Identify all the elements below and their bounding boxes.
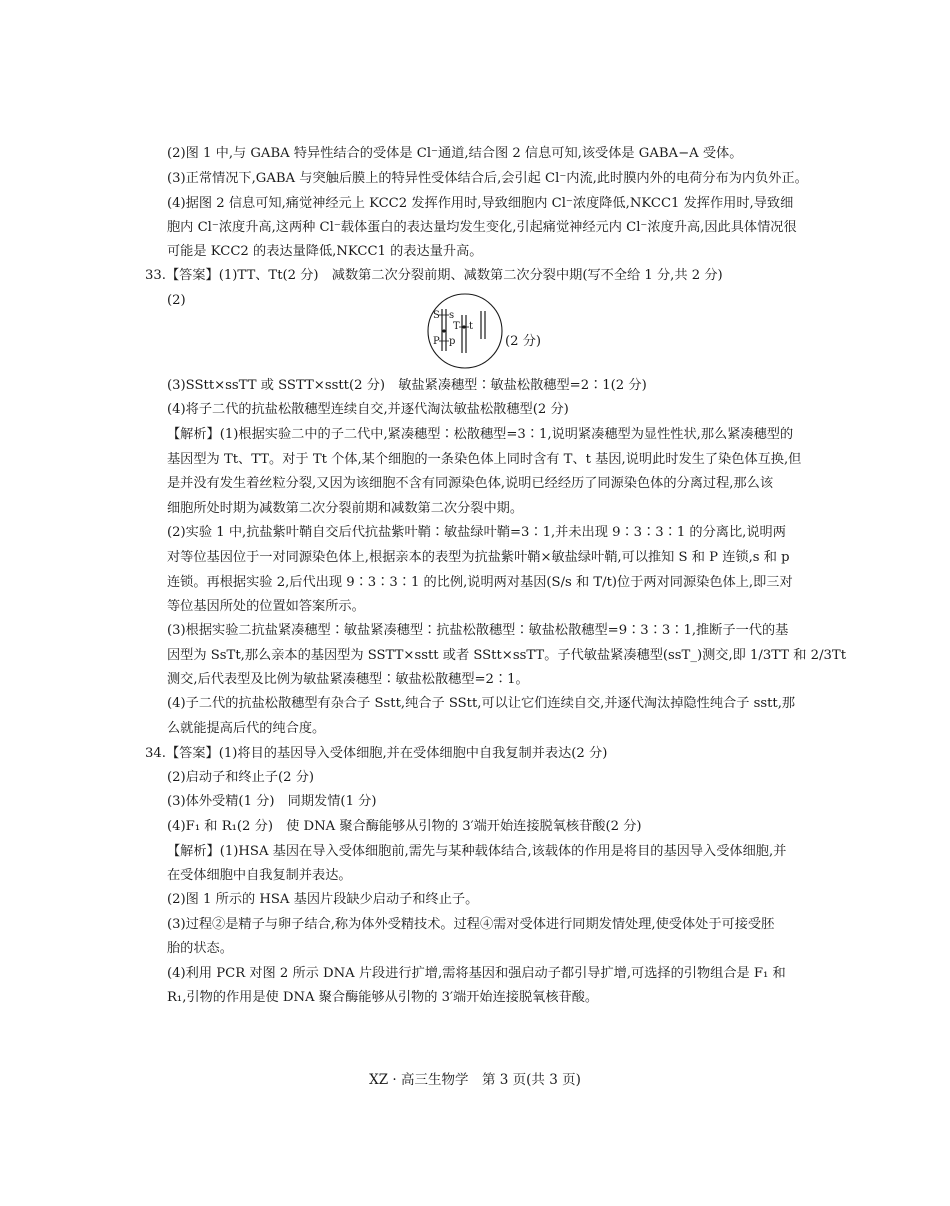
text-line: (2)图 1 所示的 HSA 基因片段缺少启动子和终止子。 bbox=[167, 892, 479, 907]
text-line: (3)体外受精(1 分) 同期发情(1 分) bbox=[167, 794, 377, 809]
gene-s: s bbox=[449, 310, 455, 321]
chromosome-diagram bbox=[425, 291, 565, 371]
text-line: 基因型为 Tt、TT。对于 Tt 个体,某个细胞的一条染色体上同时含有 T、t 基因,说明此时发生了染色体互换,但 bbox=[167, 452, 802, 467]
text-line: (2)启动子和终止子(2 分) bbox=[167, 770, 315, 785]
text-line: 因型为 SsTt,那么亲本的基因型为 SSTT×sstt 或者 SStt×ssTT。子代敏盐紧凑穗型(ssT_)测交,即 1/3TT 和 2/3Tt bbox=[167, 648, 846, 663]
centromere bbox=[442, 329, 445, 332]
text-line: (2)图 1 中,与 GABA 特异性结合的受体是 Cl⁻通道,结合图 2 信息可知,该受体是 GABA−A 受体。 bbox=[167, 146, 743, 161]
text-line: (4)据图 2 信息可知,痛觉神经元上 KCC2 发挥作用时,导致细胞内 Cl⁻浓度降低,NKCC1 发挥作用时,导致细 bbox=[167, 196, 794, 211]
text-line: (4)F₁ 和 R₁(2 分) 使 DNA 聚合酶能够从引物的 3′端开始连接脱氧核苷酸(2 分) bbox=[167, 819, 642, 834]
text-line: 细胞所处时期为减数第二次分裂前期和减数第二次分裂中期。 bbox=[167, 501, 524, 516]
gene-t: t bbox=[469, 321, 474, 332]
text-line: 胎的状态。 bbox=[167, 941, 233, 956]
gene-p: p bbox=[449, 336, 456, 347]
text-line: 【解析】(1)HSA 基因在导入受体细胞前,需先与某种载体结合,该载体的作用是将目的基因导入受体细胞,并 bbox=[167, 844, 787, 859]
text-line: (4)将子二代的抗盐松散穗型连续自交,并逐代淘汰敏盐松散穗型(2 分) bbox=[167, 402, 569, 417]
text-line: 是并没有发生着丝粒分裂,又因为该细胞不含有同源染色体,说明已经经历了同源染色体的分离过程,那么该 bbox=[167, 476, 774, 491]
cell-membrane bbox=[428, 294, 502, 368]
gene-P: P bbox=[433, 336, 440, 347]
cell-figure bbox=[425, 291, 505, 371]
text-line: (4)子二代的抗盐松散穗型有杂合子 Sstt,纯合子 SStt,可以让它们连续自交,并逐代淘汰掉隐性纯合子 sstt,那 bbox=[167, 696, 796, 711]
question-33-answer: 33.【答案】(1)TT、Tt(2 分) 减数第二次分裂前期、减数第二次分裂中期(写不全给 1 分,共 2 分) bbox=[145, 268, 723, 283]
gene-S: S bbox=[433, 310, 440, 321]
text-line: (3)正常情况下,GABA 与突触后膜上的特异性受体结合后,会引起 Cl⁻内流,此时膜内外的电荷分布为内负外正。 bbox=[167, 171, 808, 186]
text-line: 么就能提高后代的纯合度。 bbox=[167, 721, 326, 736]
text-line: (4)利用 PCR 对图 2 所示 DNA 片段进行扩增,需将基因和强启动子都引导扩增,可选择的引物组合是 F₁ 和 bbox=[167, 966, 786, 981]
text-line: (3)SStt×ssTT 或 SSTT×sstt(2 分) 敏盐紧凑穗型∶敏盐松散穗型=2∶1(2 分) bbox=[167, 378, 647, 393]
text-line: (2) bbox=[167, 293, 186, 308]
question-34-answer: 34.【答案】(1)将目的基因导入受体细胞,并在受体细胞中自我复制并表达(2 分) bbox=[145, 746, 608, 761]
text-line: (2)实验 1 中,抗盐紫叶鞘自交后代抗盐紫叶鞘∶敏盐绿叶鞘=3∶1,并未出现 9∶3∶3∶1 的分离比,说明两 bbox=[167, 525, 786, 540]
text-line: (3)过程②是精子与卵子结合,称为体外受精技术。过程④需对受体进行同期发情处理,使受体处于可接受胚 bbox=[167, 917, 775, 932]
text-line: 胞内 Cl⁻浓度升高,这两种 Cl⁻载体蛋白的表达量均发生变化,引起痛觉神经元内 Cl⁻浓度升高,因此具体情况很 bbox=[167, 220, 797, 235]
text-line: 在受体细胞中自我复制并表达。 bbox=[167, 868, 352, 883]
text-line: R₁,引物的作用是使 DNA 聚合酶能够从引物的 3′端开始连接脱氧核苷酸。 bbox=[167, 990, 599, 1005]
figure-score: (2 分) bbox=[505, 334, 542, 349]
text-line: 等位基因所处的位置如答案所示。 bbox=[167, 599, 365, 614]
text-line: 可能是 KCC2 的表达量降低,NKCC1 的表达量升高。 bbox=[167, 244, 483, 259]
gene-T: T bbox=[453, 321, 460, 332]
text-line: 对等位基因位于一对同源染色体上,根据亲本的表型为抗盐紫叶鞘×敏盐绿叶鞘,可以推知 S 和 P 连锁,s 和 p bbox=[167, 550, 790, 565]
page-footer: XZ · 高三生物学 第 3 页(共 3 页) bbox=[369, 1072, 581, 1088]
text-line: 测交,后代表型及比例为敏盐紧凑穗型∶敏盐松散穗型=2∶1。 bbox=[167, 672, 529, 687]
text-line: (3)根据实验二抗盐紧凑穗型∶敏盐紧凑穗型∶抗盐松散穗型∶敏盐松散穗型=9∶3∶3∶1,推断子一代的基 bbox=[167, 623, 789, 638]
text-line: 连锁。再根据实验 2,后代出现 9∶3∶3∶1 的比例,说明两对基因(S/s 和 T/t)位于两对同源染色体上,即三对 bbox=[167, 575, 793, 590]
text-line: 【解析】(1)根据实验二中的子二代中,紧凑穗型∶松散穗型=3∶1,说明紧凑穗型为显性性状,那么紧凑穗型的 bbox=[167, 427, 794, 442]
